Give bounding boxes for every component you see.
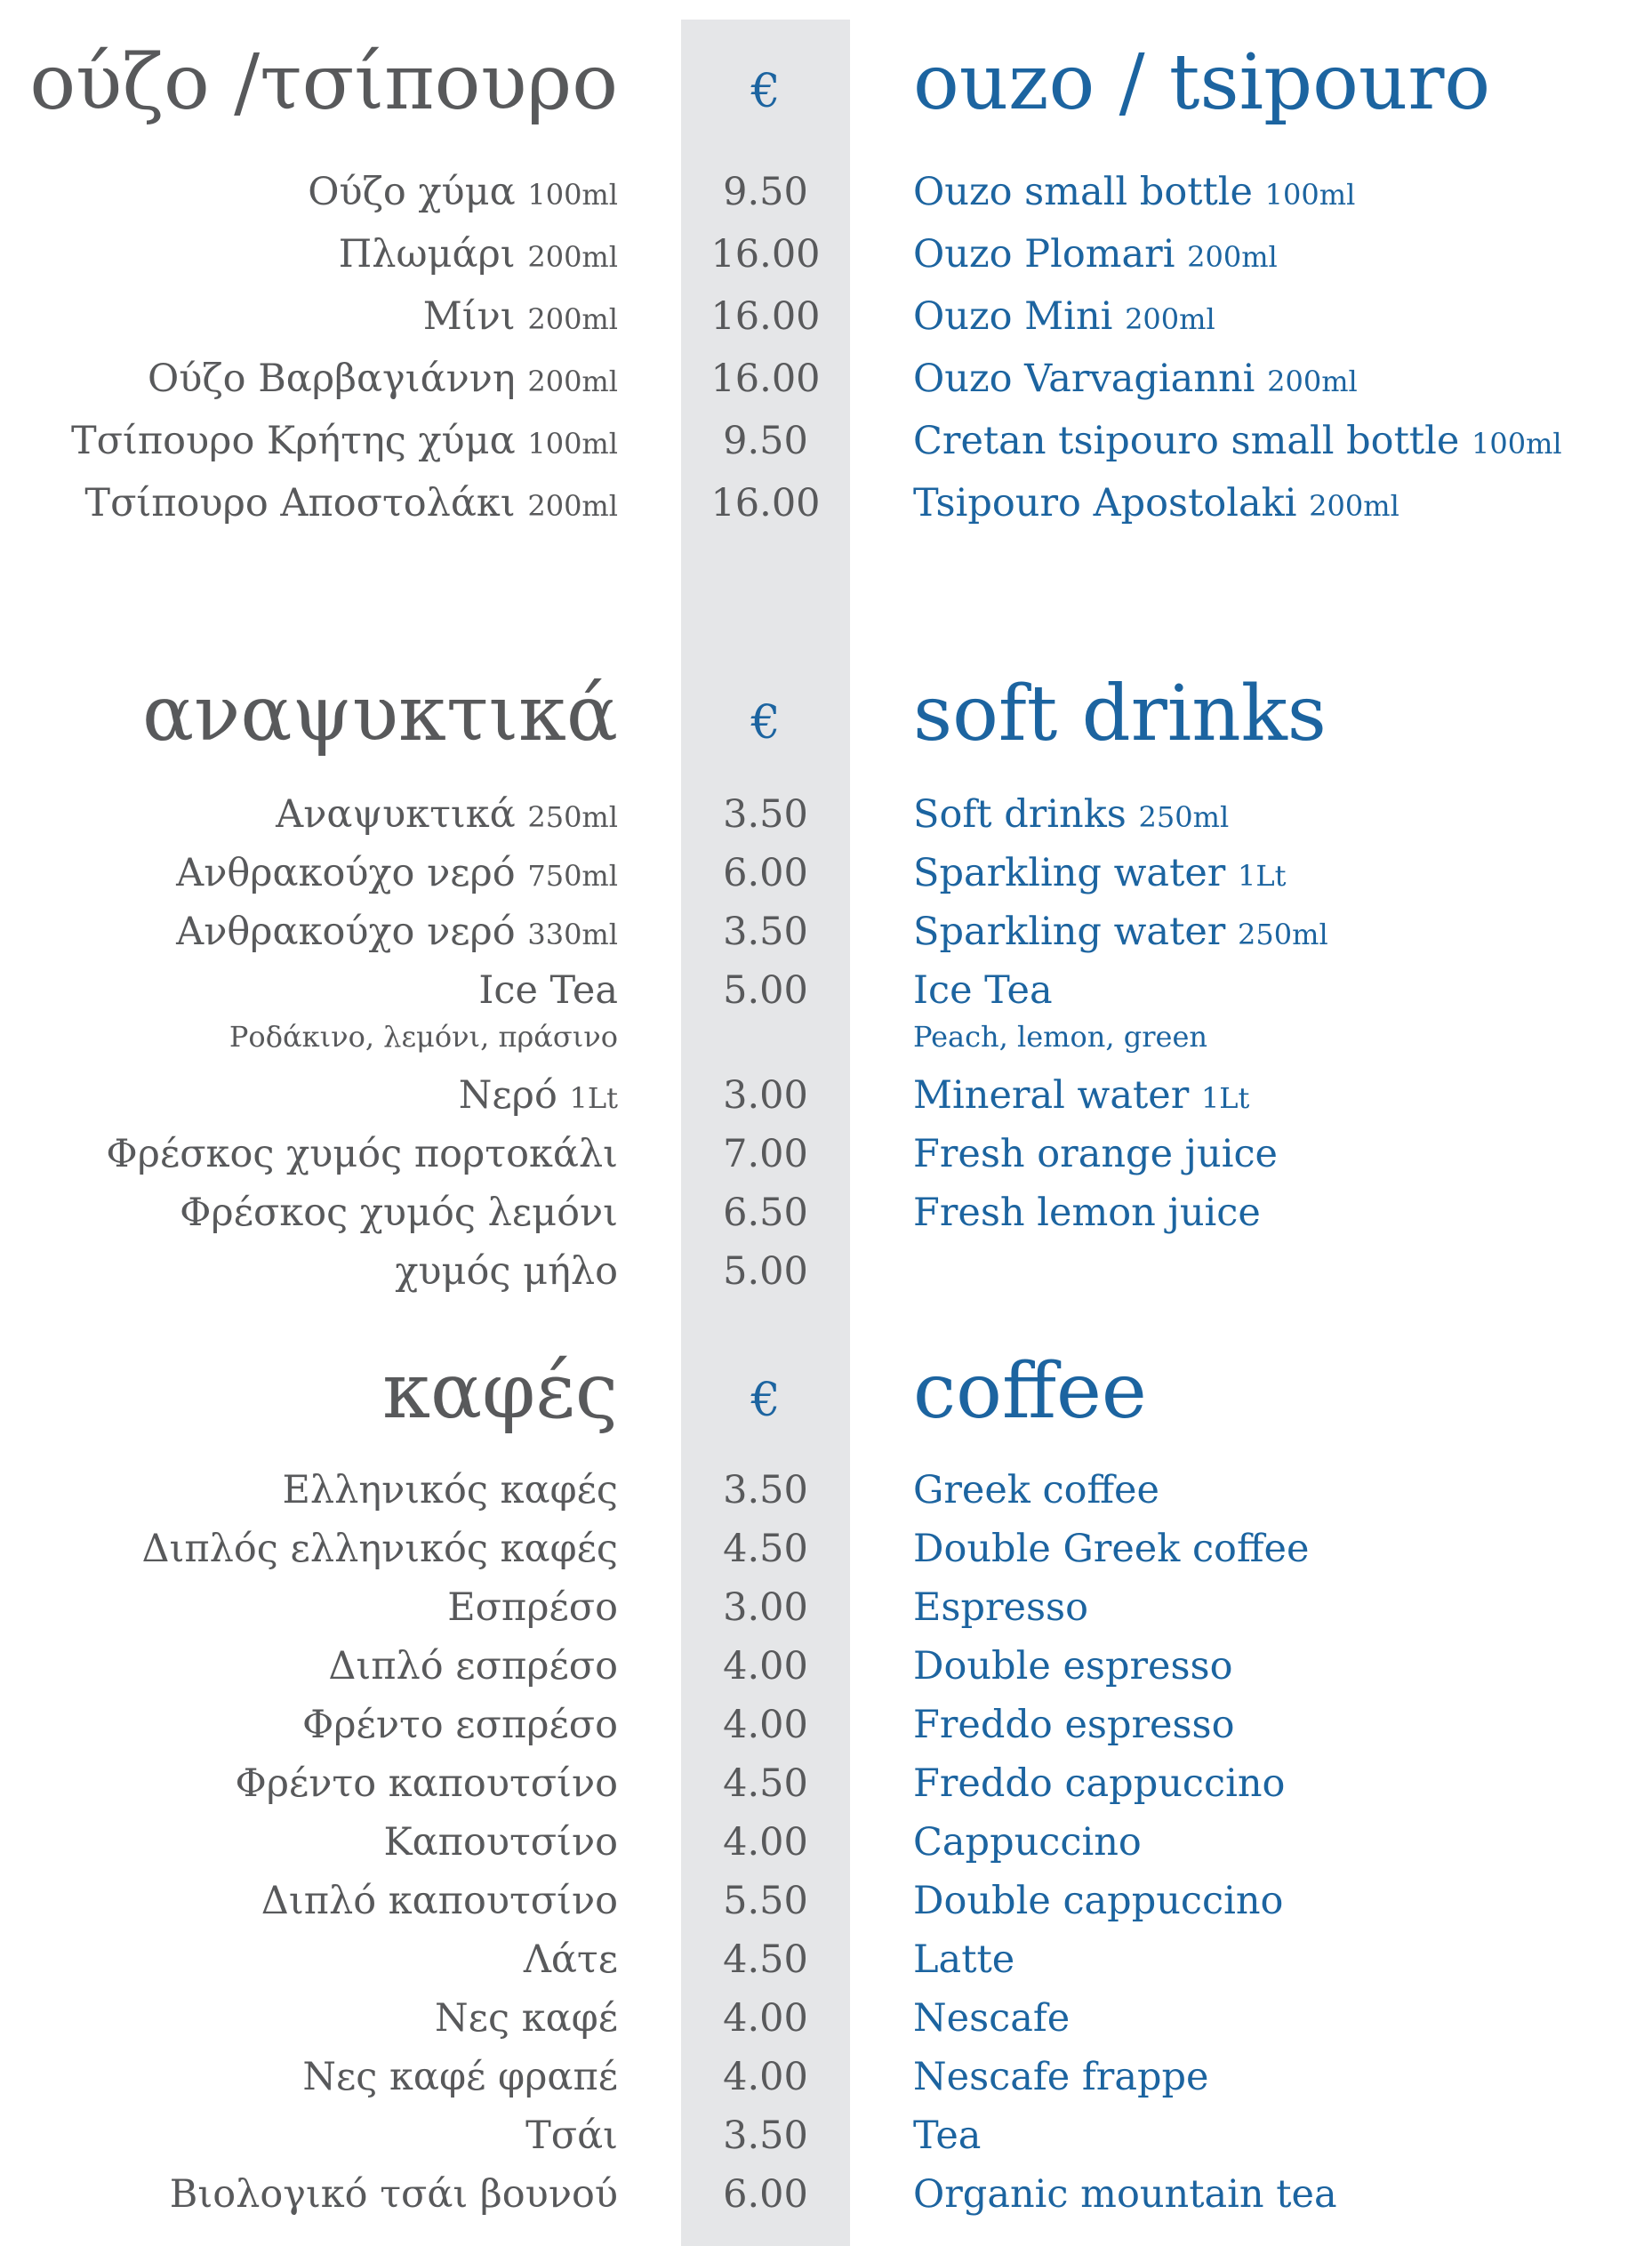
item-name-english: Greek coffee xyxy=(913,1468,1159,1512)
item-name-english: Organic mountain tea xyxy=(913,2172,1337,2217)
item-price: 4.00 xyxy=(723,2055,808,2099)
item-name-greek: Ανθρακούχο νερό 750ml xyxy=(176,851,618,895)
section-title-english: coffee xyxy=(913,1347,1147,1436)
menu-item xyxy=(0,477,1652,530)
item-size-english: 200ml xyxy=(1125,302,1215,336)
menu-item xyxy=(0,2109,1652,2162)
menu-item xyxy=(0,414,1652,468)
item-size-english: 250ml xyxy=(1138,800,1230,834)
item-name-greek: Πλωμάρι 200ml xyxy=(338,232,618,277)
item-name-greek: Φρέντο εσπρέσο xyxy=(302,1703,618,1747)
item-name-greek: Νες καφέ φραπέ xyxy=(302,2055,618,2099)
menu-item xyxy=(0,964,1652,1017)
item-size-english: 200ml xyxy=(1187,240,1278,274)
item-size-english: 1Lt xyxy=(1238,859,1287,893)
item-name-greek: Ούζο χύμα 100ml xyxy=(308,170,618,214)
item-name-english: Ouzo small bottle 100ml xyxy=(913,170,1356,214)
item-size-greek: 200ml xyxy=(527,489,618,523)
menu-item xyxy=(0,228,1652,281)
item-name-english: Nescafe xyxy=(913,1996,1071,2041)
item-name-greek: Φρέσκος χυμός λεμόνι xyxy=(180,1191,618,1235)
item-size-english: 250ml xyxy=(1238,918,1328,951)
item-price: 6.50 xyxy=(723,1191,808,1235)
item-price: 6.00 xyxy=(723,2172,808,2217)
menu-item xyxy=(0,1992,1652,2045)
item-name-greek: Τσίπουρο Αποστολάκι 200ml xyxy=(84,481,618,525)
item-price: 7.00 xyxy=(723,1132,808,1176)
item-price: 6.00 xyxy=(723,851,808,895)
item-name-greek: Διπλός ελληνικός καφές xyxy=(141,1527,618,1571)
item-name-english: Freddo espresso xyxy=(913,1703,1235,1747)
menu-item xyxy=(0,290,1652,343)
item-name-english: Cretan tsipouro small bottle 100ml xyxy=(913,419,1562,463)
menu-item xyxy=(0,352,1652,405)
item-name-english: Tsipouro Apostolaki 200ml xyxy=(913,481,1399,525)
item-name-greek: Μίνι 200ml xyxy=(422,294,618,339)
item-price: 4.00 xyxy=(723,1820,808,1865)
item-size-english: 200ml xyxy=(1309,489,1399,523)
currency-symbol: € xyxy=(750,1374,781,1427)
item-size-english: 200ml xyxy=(1267,365,1358,398)
item-price: 3.00 xyxy=(723,1073,808,1118)
menu-item xyxy=(0,1127,1652,1181)
item-name-english: Espresso xyxy=(913,1585,1089,1630)
item-name-english: Tea xyxy=(913,2114,982,2158)
menu-item xyxy=(0,1245,1652,1298)
item-price: 3.50 xyxy=(723,910,808,954)
item-size-english: 1Lt xyxy=(1200,1081,1250,1115)
item-size-greek: 250ml xyxy=(527,800,618,834)
menu-item xyxy=(0,2050,1652,2104)
item-price: 3.50 xyxy=(723,2114,808,2158)
item-price: 16.00 xyxy=(710,481,821,525)
item-name-english: Double espresso xyxy=(913,1644,1233,1689)
item-price: 4.50 xyxy=(723,1761,808,1806)
item-name-english: Ouzo Plomari 200ml xyxy=(913,232,1278,277)
menu-item xyxy=(0,905,1652,959)
item-price: 3.00 xyxy=(723,1585,808,1630)
item-name-greek: Τσάι xyxy=(525,2114,618,2158)
item-price: 16.00 xyxy=(710,294,821,339)
item-price: 5.00 xyxy=(723,1249,808,1294)
item-name-greek: Ελληνικός καφές xyxy=(282,1468,618,1512)
item-name-english: Mineral water 1Lt xyxy=(913,1073,1250,1118)
section-title-greek: αναψυκτικά xyxy=(141,670,618,758)
item-note-english: Peach, lemon, green xyxy=(913,1020,1207,1054)
menu-item xyxy=(0,1069,1652,1122)
item-name-greek: Βιολογικό τσάι βουνού xyxy=(169,2172,618,2217)
item-name-english: Ouzo Mini 200ml xyxy=(913,294,1215,339)
item-name-greek: Αναψυκτικά 250ml xyxy=(276,792,618,837)
menu-item xyxy=(0,1698,1652,1752)
menu-item xyxy=(0,846,1652,900)
currency-symbol: € xyxy=(750,65,781,118)
item-name-greek: Φρέντο καπουτσίνο xyxy=(235,1761,618,1806)
item-name-english: Sparkling water 1Lt xyxy=(913,851,1287,895)
item-name-english: Ice Tea xyxy=(913,968,1053,1013)
item-name-greek: Διπλό εσπρέσο xyxy=(328,1644,618,1689)
item-name-greek: Νερό 1Lt xyxy=(458,1073,618,1118)
menu-item xyxy=(0,1581,1652,1634)
item-name-english: Fresh orange juice xyxy=(913,1132,1278,1176)
item-name-greek: Φρέσκος χυμός πορτοκάλι xyxy=(106,1132,618,1176)
item-price: 4.50 xyxy=(723,1937,808,1982)
menu-item xyxy=(0,788,1652,841)
item-name-english: Freddo cappuccino xyxy=(913,1761,1286,1806)
item-name-greek: χυμός μήλο xyxy=(395,1249,618,1294)
menu-item xyxy=(0,1640,1652,1693)
section-title-greek: καφές xyxy=(382,1347,618,1436)
item-price: 3.50 xyxy=(723,1468,808,1512)
item-name-english: Soft drinks 250ml xyxy=(913,792,1230,837)
item-size-greek: 100ml xyxy=(527,178,618,212)
item-name-english: Cappuccino xyxy=(913,1820,1142,1865)
item-size-greek: 200ml xyxy=(527,365,618,398)
item-size-greek: 1Lt xyxy=(569,1081,618,1115)
item-name-greek: Τσίπουρο Κρήτης χύμα 100ml xyxy=(71,419,618,463)
item-name-greek: Ανθρακούχο νερό 330ml xyxy=(176,910,618,954)
item-size-greek: 330ml xyxy=(527,918,618,951)
menu-item-note xyxy=(0,1017,1652,1056)
item-price: 16.00 xyxy=(710,232,821,277)
menu-item xyxy=(0,1816,1652,1869)
item-price: 9.50 xyxy=(723,419,808,463)
item-name-english: Nescafe frappe xyxy=(913,2055,1209,2099)
item-size-greek: 200ml xyxy=(527,302,618,336)
item-name-english: Sparkling water 250ml xyxy=(913,910,1328,954)
menu-item xyxy=(0,165,1652,219)
item-price: 4.50 xyxy=(723,1527,808,1571)
item-size-english: 100ml xyxy=(1472,427,1562,461)
menu-item xyxy=(0,2168,1652,2221)
item-size-english: 100ml xyxy=(1264,178,1356,212)
item-name-english: Ouzo Varvagianni 200ml xyxy=(913,357,1358,401)
item-size-greek: 200ml xyxy=(527,240,618,274)
menu-item xyxy=(0,1186,1652,1239)
item-name-english: Double Greek coffee xyxy=(913,1527,1310,1571)
section-title-english: soft drinks xyxy=(913,670,1327,758)
item-note-greek: Ροδάκινο, λεμόνι, πράσινο xyxy=(229,1020,618,1054)
item-name-english: Fresh lemon juice xyxy=(913,1191,1261,1235)
section-title-english: ouzo / tsipouro xyxy=(913,38,1491,127)
item-name-greek: Εσπρέσο xyxy=(447,1585,618,1630)
section-title-greek: ούζο /τσίπουρο xyxy=(29,38,618,127)
item-price: 5.00 xyxy=(723,968,808,1013)
item-price: 9.50 xyxy=(723,170,808,214)
menu-item xyxy=(0,1464,1652,1517)
item-name-greek: Ούζο Βαρβαγιάννη 200ml xyxy=(147,357,618,401)
item-name-greek: Καπουτσίνο xyxy=(383,1820,618,1865)
item-price: 4.00 xyxy=(723,1703,808,1747)
item-size-greek: 750ml xyxy=(527,859,618,893)
item-name-greek: Νες καφέ xyxy=(435,1996,618,2041)
item-name-greek: Ice Tea xyxy=(478,968,618,1013)
item-price: 4.00 xyxy=(723,1996,808,2041)
item-price: 5.50 xyxy=(723,1879,808,1923)
item-name-greek: Λάτε xyxy=(523,1937,618,1982)
menu-item xyxy=(0,1933,1652,1986)
menu-item xyxy=(0,1522,1652,1576)
menu-item xyxy=(0,1874,1652,1928)
item-size-greek: 100ml xyxy=(527,427,618,461)
item-price: 3.50 xyxy=(723,792,808,837)
item-name-english: Latte xyxy=(913,1937,1015,1982)
menu-item xyxy=(0,1757,1652,1810)
item-price: 4.00 xyxy=(723,1644,808,1689)
item-name-greek: Διπλό καπουτσίνο xyxy=(261,1879,618,1923)
item-price: 16.00 xyxy=(710,357,821,401)
item-name-english: Double cappuccino xyxy=(913,1879,1284,1923)
currency-symbol: € xyxy=(750,696,781,750)
